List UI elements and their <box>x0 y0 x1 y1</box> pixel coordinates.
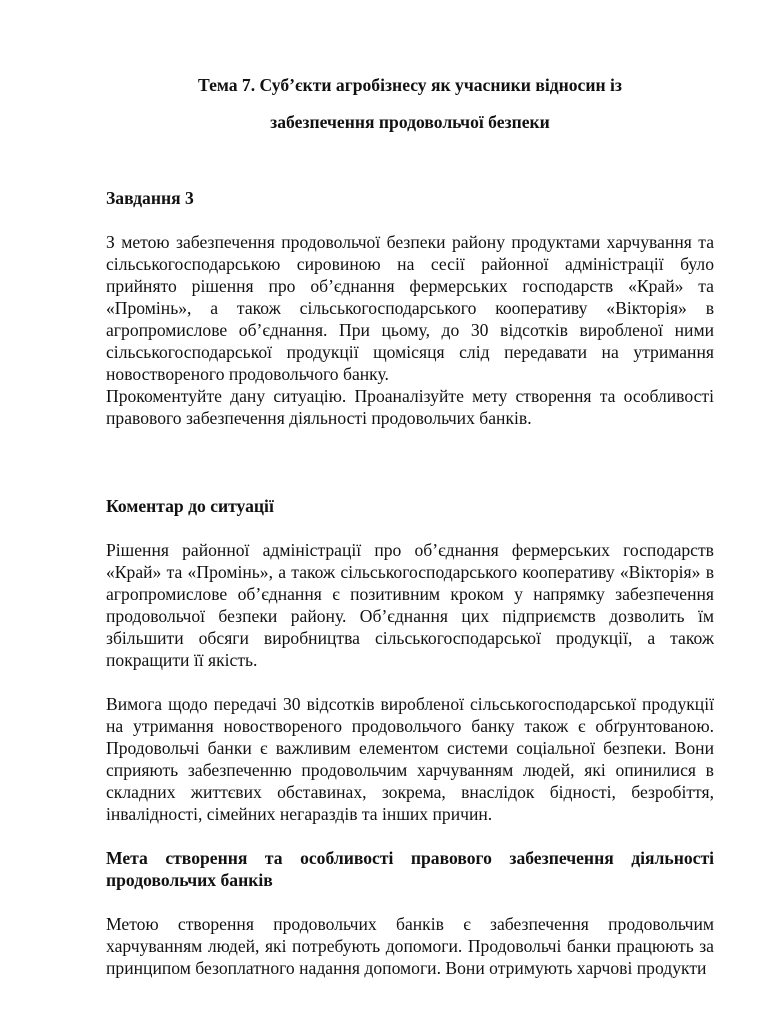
title-line-2: забезпечення продовольчої безпеки <box>270 112 550 132</box>
document-title <box>106 74 714 148</box>
commentary-heading: Коментар до ситуації <box>106 496 274 516</box>
spacer <box>106 209 714 231</box>
spacer <box>106 517 714 539</box>
commentary-paragraph-1: Рішення районної адміністрації про об’єднання фермерських господарств «Край» та «Промінь», а також сільськогосподарського кооперативу «Вікторія» в агропромислове об’єднання є позитивним кроком у напрямку забезпечення продовольчої безпеки району. Об’єднання цих підприємств дозволить їм збільшити обсяги виробництва сільськогосподарської продукції, а також покращити її якість. <box>106 540 714 670</box>
spacer <box>106 825 714 847</box>
title-line-1: Тема 7. Суб’єкти агробізнесу як учасники відносин із <box>198 75 622 95</box>
spacer <box>106 891 714 913</box>
spacer <box>106 429 714 495</box>
purpose-heading: Мета створення та особливості правового забезпечення діяльності продовольчих банків <box>106 848 714 890</box>
purpose-paragraph-1: Метою створення продовольчих банків є забезпечення продовольчим харчуванням людей, які потребують допомоги. Продовольчі банки працюють за принципом безоплатного надання допомоги. Вони отримують харчові продукти <box>106 914 714 978</box>
document-body <box>106 187 714 979</box>
commentary-paragraph-2: Вимога щодо передачі 30 відсотків виробленої сільськогосподарської продукції на утримання новоствореного продовольчого банку також є обґрунтованою. Продовольчі банки є важливим елементом системи соціальної безпеки. Вони сприяють забезпеченню продовольчим харчуванням людей, які опинилися в складних життєвих обставинах, зокрема, внаслідок бідності, безробіття, інвалідності, сімейних негараздів та інших причин. <box>106 694 714 824</box>
task-heading: Завдання 3 <box>106 188 194 208</box>
task-paragraph-1: З метою забезпечення продовольчої безпеки району продуктами харчування та сільськогосподарською сировиною на сесії районної адміністрації було прийнято рішення про об’єднання фермерських господарств «Край» та «Промінь», а також сільськогосподарського кооперативу «Вікторія» в агропромислове об’єднання. При цьому, до 30 відсотків виробленої ними сільськогосподарської продукції щомісяця слід передавати на утримання новоствореного продовольчого банку. <box>106 232 714 384</box>
spacer <box>106 671 714 693</box>
task-paragraph-2: Прокоментуйте дану ситуацію. Проаналізуйте мету створення та особливості правового забезпечення діяльності продовольчих банків. <box>106 386 714 428</box>
